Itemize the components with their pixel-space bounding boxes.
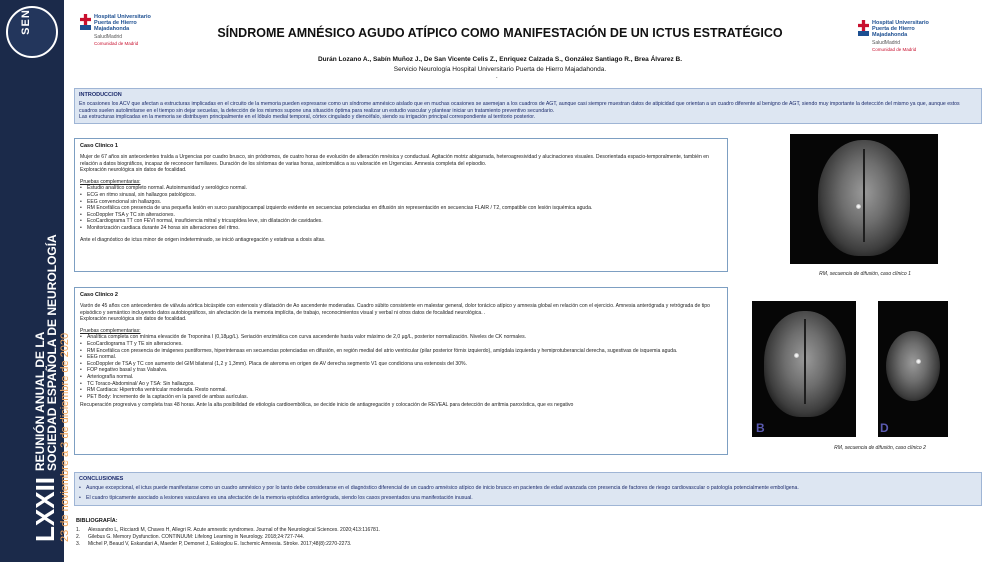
logo-right-line1: Hospital Universitario [872,20,929,26]
mri-image-case-2-a [752,301,856,437]
congress-title [32,234,72,542]
case-1-tests-list [80,185,722,231]
logo-right-line3: Majadahonda [872,32,908,38]
conclusions-heading: CONCLUSIONES [79,476,124,482]
congress-edition: LXXII [30,476,60,542]
case-1-heading: Caso Clínico 1 [80,143,118,149]
list-item: • EcoCardiograma TT con FEVI normal, insuficiencia mitral y tricuspídea leve, sin dilatación de cavidades. [80,218,722,225]
sidebar-band [0,0,71,562]
logo-left-brand: SaludMadrid [94,34,123,40]
list-item: • EcoDoppler TSA y TC sin alteraciones. [80,212,722,219]
case-2-tests-heading: Pruebas complementarias: [80,327,141,334]
list-item: • Estudio analítico completo normal. Autoinmunidad y serológico normal. [80,185,722,192]
congress-line-2: SOCIEDAD ESPAÑOLA DE NEUROLOGÍA [45,234,59,471]
image-caption-2: RM, secuencia de difusión, caso clínico 2 [834,445,926,451]
case-2-paragraph-1: Varón de 45 años con antecedentes de válvula aórtica bicúspide con estenosis y dilatación de Ao ascendente moderadas. Cuadro súbito consistente en malestar general, dolor torácico atípico y amnesia global en relación con el ejercicio. Amnesia anterógrada y retrógrada de tipo episódico y semántico incluyendo datos autobiográficos, sin afectación de la memoria implícita, de trabajo, reconocimientos visual y verbal ni otros datos de focalidad neurológica. . [80,303,710,316]
lesion-highlight [794,353,799,358]
image-caption-1: RM, secuencia de difusión, caso clínico 1 [819,271,911,277]
logo-right-brand: SaludMadrid [872,40,901,46]
lesion-highlight [856,204,861,209]
case-1-section [74,138,728,272]
conclusions-list [79,485,977,502]
brain-scan-image [818,140,910,256]
case-2-section [74,287,728,455]
hospital-cross-icon [80,14,91,30]
list-item: • ECG en ritmo sinusal, sin hallazgos patológicos. [80,192,722,199]
conclusions-section [74,472,982,506]
brain-scan-image [764,311,846,417]
case-2-closing: Recuperación progresiva y completa tras 48 horas. Ante la alta posibilidad de etiología cardioembólica, se decide inicio de antiagregación y colocación de REVEAL para detección de arritmia paroxística, que es negativo [80,402,574,409]
list-item: • EcoCardiograma TT y TE sin alteraciones. [80,341,722,348]
logo-left-line2: Puerta de Hierro [94,20,137,26]
congress-line-1: REUNIÓN ANUAL DE LA [33,331,47,471]
list-item: • EEG normal. [80,354,722,361]
logo-left-community: Comunidad de Madrid [94,41,139,46]
introduction-heading: INTRODUCCION [79,92,122,98]
logo-left-line3: Majadahonda [94,26,130,32]
list-item: 3. Michel P, Beaud V, Eskandari A, Maeder P, Demonet J, Eskioglou E. Ischemic Amnesia. Stroke. 2017;48(8):2270-2273. [76,541,352,547]
list-item: 2. Gilebus G. Memory Dysfunction. CONTINUUM: Lifelong Learning in Neurology. 2018;24:727-744. [76,534,305,540]
introduction-paragraph-2: Las estructuras implicadas en la memoria se distribuyen principalmente en el lóbulo medial temporal, córtex cingulado y diencéfalo, siendo su irrigación principal correspondiente al territorio posterior. [79,114,536,121]
logo-right-line2: Puerta de Hierro [872,26,915,32]
lesion-highlight [916,359,921,364]
poster-authors: Durán Lozano A., Sabín Muñoz J., De San Vicente Celis Z., Enriquez Calzada S., González Santiago R., Brea Álvarez B. [317,56,683,63]
hospital-logo-left [80,14,151,46]
case-1-tests-heading: Pruebas complementarias: [80,178,141,185]
case-1-paragraph-1: Mujer de 67 años sin antecedentes traída a Urgencias por cuadro brusco, sin pródromos, de cuatro horas de evolución de alteración mnésica y conductual. Agitación motriz abigarrada, heteroagresividad y alucinaciones visuales. Desorientada espacio-temporalmente, también en relación a datos biográficos, incapaz de reconocer familiares. Duración de los síntomas de varias horas, asintomática a su valoración en Urgencias. Amnesia completa del episodio. [80,154,709,167]
hospital-cross-icon [858,20,869,36]
hospital-logo-right [858,20,929,52]
logo-right-community: Comunidad de Madrid [872,47,917,52]
image-label-d: D [880,421,889,435]
header-dot: . [496,74,498,80]
introduction-paragraph-1: En ocasiones los ACV que afectan a estructuras implicadas en el circuito de la memoria pueden expresarse como un síndrome amnésico aislado que en muchas ocasiones se asemejan a los cuadros de AGT, aunque casi siempre muestran datos de atipicidad que orientan a un cuadro diferente al benigno de AGT, siendo muy importante la detección del mismo ya que, aunque estos cuadros suelen autolimitarse en el tiempo sin dejar secuelas, la detección de los mismos supone una situación óptima para realizar un estudio vascular y plantear iniciar un tratamiento preventivo secundario. [79,101,960,114]
case-2-tests-list [80,334,722,400]
brain-scan-image [886,331,940,401]
list-item: • EEG convencional sin hallazgos. [80,199,722,206]
list-item: • TC Toraco-Abdominal/ Ao y TSA: Sin hallazgos. [80,381,722,388]
bibliography-section [76,518,776,548]
logo-left-line1: Hospital Universitario [94,14,151,20]
list-item: • EcoDoppler de TSA y TC con aumento del GIM bilateral (1,2 y 1,3mm). Placa de ateroma en origen de AV derecha segmento V1 que condiciona una estenosis del 30%. [80,361,722,368]
list-item: • Aunque excepcional, el ictus puede manifestarse como un cuadro amnésico y por lo tanto debe considerarse en el diagnóstico diferencial de un cuadro amnésico atípico de inicio brusco en pacientes de edad avanzada con presencia de factores de riesgo cardiovascular o patología potencialmente embolígena. [79,485,977,492]
sen-logo [6,6,58,58]
case-2-paragraph-2: Exploración neurológica sin datos de focalidad. [80,316,187,323]
list-item: • Arteriografía normal. [80,374,722,381]
list-item: • RM Encefálica con presencia de imágenes puntiformes, hiperintensas en secuencias potenciadas en difusión, en región medial del atrio ventricular (pilar posterior fórnix izquierdo), amígdala izquierda y hemiprotuberancial derecha, sugestivas de isquemia aguda. [80,348,722,355]
list-item: 1. Alessandro L, Ricciardi M, Chaves H, Allegri R. Acute amnestic syndromes. Journal of the Neurological Sciences. 2020;413:116781. [76,527,381,533]
list-item: • El cuadro típicamente asociado a lesiones vasculares es una afectación de la memoria episódica anterógrada, siendo los casos presentados una manifestación inusual. [79,495,977,502]
poster-title: SÍNDROME AMNÉSICO AGUDO ATÍPICO COMO MANIFESTACIÓN DE UN ICTUS ESTRATÉGICO [217,26,783,40]
bibliography-heading: BIBLIOGRAFÍA: [76,518,118,524]
list-item: • PET Body: Incremento de la captación en la pared de ambas aurículas. [80,394,722,401]
poster-affiliation: Servicio Neurología Hospital Universitario Puerta de Hierro Majadahonda. [393,66,607,73]
mri-image-case-1 [790,134,938,264]
list-item: • FOP negativo basal y tras Valsalva. [80,367,722,374]
list-item: • RM Encefálica con presencia de una pequeña lesión en surco parahipocampal izquierdo evidente en secuencias potenciadas en difusión sin representación en secuencias FLAIR / T2, compatible con lesión isquémica aguda. [80,205,722,212]
introduction-section [74,88,982,124]
case-1-paragraph-2: Exploración neurológica sin datos de focalidad. [80,167,187,174]
case-1-closing: Ante el diagnóstico de ictus minor de origen indeterminado, se inició antiagregación y estatinas a dosis altas. [80,236,326,243]
bibliography-list [76,527,776,548]
sen-logo-text: SEN [20,9,32,35]
congress-dates: 23 de noviembre a 3 de diciembre de 2020 [59,332,71,542]
list-item: • Monitorización cardiaca durante 24 horas sin alteraciones del ritmo. [80,225,722,232]
image-label-b: B [756,421,765,435]
mri-image-case-2-b [878,301,948,437]
list-item: • Analítica completa con mínima elevación de Troponina I (0,18µg/L). Seriación enzimática con curva ascendente hasta valor máximo de 2,0 µg/L, posterior normalización. Niveles de CK normales. [80,334,722,341]
case-2-heading: Caso Clínico 2 [80,292,118,298]
list-item: • RM Cardiaca: Hipertrofia ventricular moderada. Resto normal. [80,387,722,394]
